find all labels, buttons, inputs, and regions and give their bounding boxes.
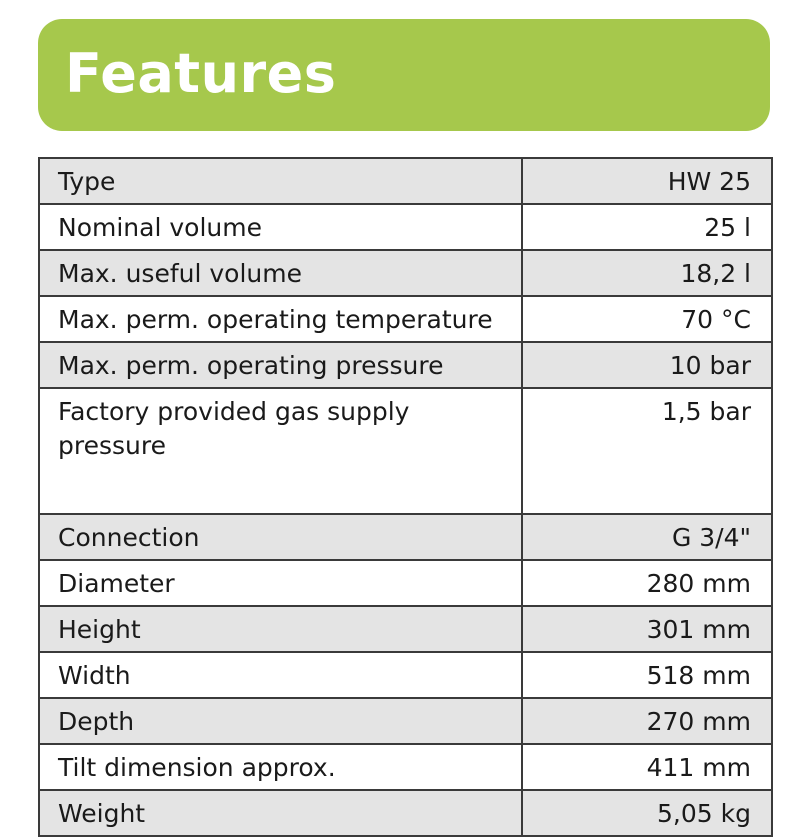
table-row — [39, 514, 772, 560]
row-value: 411 mm — [522, 744, 772, 790]
table-row — [39, 606, 772, 652]
features-header — [38, 19, 770, 131]
row-value: HW 25 — [522, 158, 772, 204]
row-label: Max. perm. operating pressure — [39, 342, 522, 388]
row-value: 280 mm — [522, 560, 772, 606]
page-title: Features — [65, 42, 337, 105]
table-row — [39, 388, 772, 514]
table-row — [39, 296, 772, 342]
row-label: Factory provided gas supply pressure — [39, 388, 522, 514]
table-row — [39, 342, 772, 388]
row-value: 518 mm — [522, 652, 772, 698]
features-table — [38, 157, 773, 837]
table-row — [39, 744, 772, 790]
row-label: Connection — [39, 514, 522, 560]
row-label: Width — [39, 652, 522, 698]
row-value: 10 bar — [522, 342, 772, 388]
table-row — [39, 560, 772, 606]
row-value: 270 mm — [522, 698, 772, 744]
table-row — [39, 204, 772, 250]
row-label: Max. useful volume — [39, 250, 522, 296]
row-label: Type — [39, 158, 522, 204]
row-label: Weight — [39, 790, 522, 836]
table-row — [39, 250, 772, 296]
row-value: 18,2 l — [522, 250, 772, 296]
row-value: 5,05 kg — [522, 790, 772, 836]
table-row — [39, 158, 772, 204]
row-value: 301 mm — [522, 606, 772, 652]
row-value: G 3/4" — [522, 514, 772, 560]
row-label: Diameter — [39, 560, 522, 606]
row-label: Height — [39, 606, 522, 652]
table-row — [39, 698, 772, 744]
row-value: 1,5 bar — [522, 388, 772, 514]
row-label: Max. perm. operating temperature — [39, 296, 522, 342]
row-value: 25 l — [522, 204, 772, 250]
row-value: 70 °C — [522, 296, 772, 342]
row-label: Tilt dimension approx. — [39, 744, 522, 790]
table-row — [39, 652, 772, 698]
table-row — [39, 790, 772, 836]
row-label: Nominal volume — [39, 204, 522, 250]
row-label: Depth — [39, 698, 522, 744]
